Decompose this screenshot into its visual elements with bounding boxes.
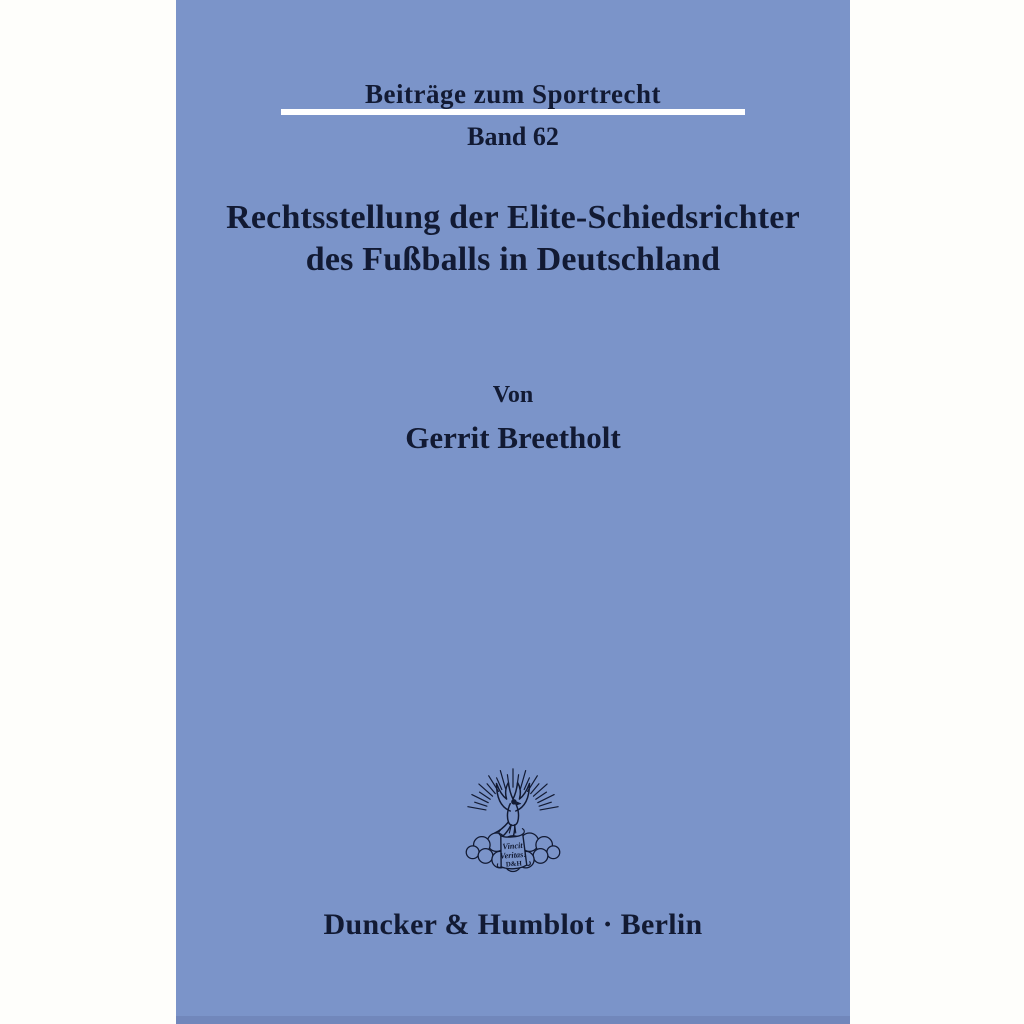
publisher-line: Duncker & Humblot · Berlin bbox=[323, 908, 703, 941]
logo-motto-line1: Vincit bbox=[502, 840, 523, 852]
author-name: Gerrit Breetholt bbox=[405, 420, 621, 455]
cover-bottom-edge bbox=[176, 1016, 850, 1024]
byline-label: Von bbox=[492, 382, 534, 408]
series-band-number: Band 62 bbox=[467, 122, 559, 151]
publisher-logo bbox=[458, 764, 568, 880]
series-title: Beiträge zum Sportrecht bbox=[365, 79, 661, 109]
series-divider-rule bbox=[281, 109, 745, 115]
book-title bbox=[176, 197, 850, 281]
book-cover bbox=[176, 0, 850, 1024]
logo-motto-line2: Veritas! bbox=[499, 849, 527, 861]
book-title-line2: des Fußballs in Deutschland bbox=[305, 241, 721, 278]
book-title-line1: Rechtsstellung der Elite-Schiedsrichter bbox=[226, 199, 800, 236]
phoenix-sunrays-clouds-emblem-icon bbox=[458, 764, 568, 880]
logo-initials: D&H bbox=[505, 860, 523, 869]
